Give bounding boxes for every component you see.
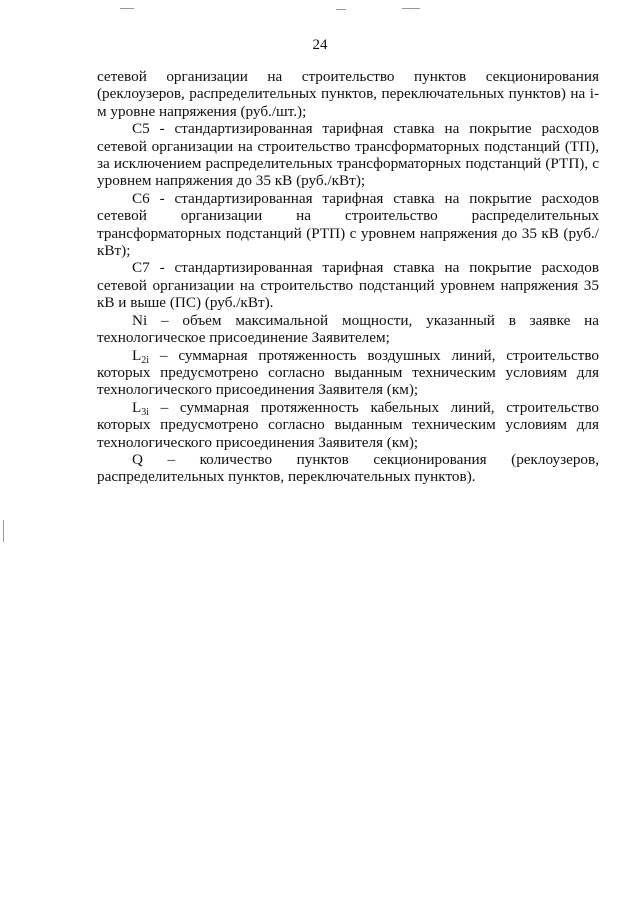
symbol-l3i-main: L <box>132 398 142 416</box>
paragraph-q: Q – количество пунктов секционирования (реклоузеров, распределительных пунктов, переключательных пунктов). <box>97 450 599 486</box>
scan-artifact-left-margin <box>3 520 4 542</box>
paragraph-ni: Ni – объем максимальной мощности, указанный в заявке на технологическое присоединение Заявителем; <box>97 311 599 347</box>
paragraph-l2i-text: – суммарная протяженность воздушных линий, строительство которых предусмотрено согласно выданным техническим условиям для технологического присоединения Заявителя (км); <box>97 346 599 399</box>
scan-artifact-top-center <box>336 9 346 10</box>
document-body <box>97 68 599 486</box>
symbol-l2i-subscript: 2i <box>141 354 150 366</box>
paragraph-c6: С6 - стандартизированная тарифная ставка на покрытие расходов сетевой организации на строительство распределительных трансформаторных подстанций (РТП) с уровнем напряжения до 35 кВ (руб./кВт); <box>97 189 599 260</box>
scan-artifact-top-right <box>402 8 420 9</box>
paragraph-l3i-text: – суммарная протяженность кабельных линий, строительство которых предусмотрено согласно выданным техническим условиям для технологического присоединения Заявителя (км); <box>97 398 599 451</box>
scan-artifact-top-left <box>120 8 134 9</box>
paragraph-l2i <box>97 347 599 399</box>
paragraph-continuation: сетевой организации на строительство пунктов секционирования (реклоузеров, распределительных пунктов, переключательных пунктов) на i-м уровне напряжения (руб./шт.); <box>97 68 599 120</box>
symbol-l2i-main: L <box>132 346 142 364</box>
page-number: 24 <box>312 37 328 53</box>
paragraph-c5: C5 - стандартизированная тарифная ставка на покрытие расходов сетевой организации на строительство трансформаторных подстанций (ТП), за исключением распределительных трансформаторных подстанций (РТП), с уровнем напряжения до 35 кВ (руб./кВт); <box>97 120 599 190</box>
paragraph-l3i <box>97 399 599 451</box>
paragraph-c7: С7 - стандартизированная тарифная ставка на покрытие расходов сетевой организации на строительство подстанций уровнем напряжения 35 кВ и выше (ПС) (руб./кВт). <box>97 259 599 312</box>
symbol-l3i-subscript: 3i <box>141 406 150 418</box>
